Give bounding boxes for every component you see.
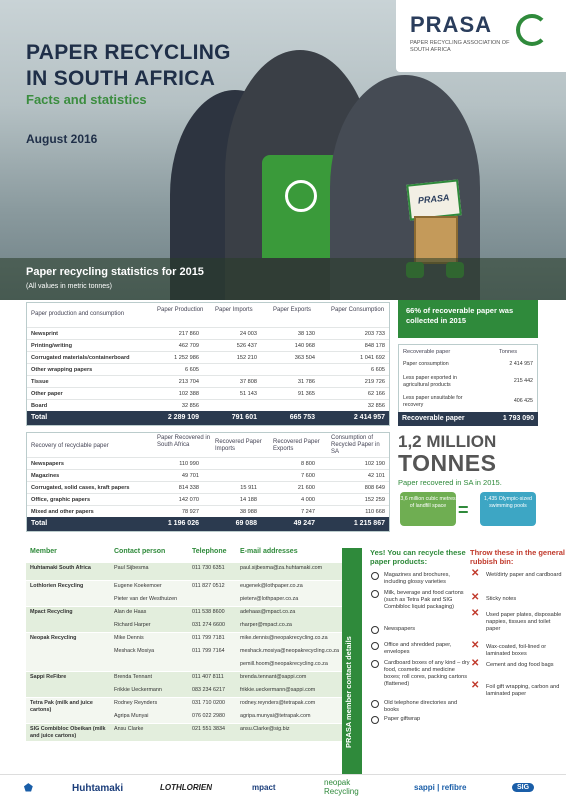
row-value: 49 701 bbox=[181, 473, 199, 479]
row-value: 814 338 bbox=[178, 485, 199, 491]
contact-person: Pieter van der Westhuizen bbox=[114, 596, 178, 602]
row-label: Magazines bbox=[31, 473, 60, 479]
row-label: Other paper bbox=[31, 391, 63, 397]
member-contact-label: PRASA member contact details bbox=[342, 548, 362, 774]
huhtamaki-logo: Huhtamaki bbox=[72, 783, 124, 794]
contact-email[interactable]: paul.sijbesma@za.huhtamaki.com bbox=[240, 565, 323, 571]
contact-email[interactable]: frikkie.ueckermann@sappi.com bbox=[240, 687, 316, 693]
member-name: Tetra Pak (milk and juice cartons) bbox=[30, 700, 93, 713]
row-value: 7 247 bbox=[301, 509, 315, 515]
mascot-sign: PRASA bbox=[406, 179, 461, 220]
table-row bbox=[27, 387, 389, 399]
contact-phone: 031 274 6600 bbox=[192, 622, 225, 628]
table-row bbox=[27, 375, 389, 387]
table-header: Paper Recovered in South Africa bbox=[157, 435, 211, 448]
contact-person: Meshack Mosiya bbox=[114, 648, 155, 654]
rubbish-title: Throw these in the general rubbish bin: bbox=[470, 548, 566, 566]
table-row bbox=[27, 493, 389, 505]
contact-email[interactable]: meshack.mosiya@neopakrecycling.co.za bbox=[240, 648, 339, 654]
check-circle-icon bbox=[371, 700, 379, 708]
row-value: 38 988 bbox=[239, 509, 257, 515]
row-value: 110 668 bbox=[365, 509, 385, 515]
contact-person: Richard Harper bbox=[114, 622, 151, 628]
table-row bbox=[27, 399, 389, 411]
check-circle-icon bbox=[371, 716, 379, 724]
row-value: 8 800 bbox=[301, 461, 315, 467]
sig-logo: SIG bbox=[512, 783, 534, 792]
contact-person: Mike Dennis bbox=[114, 635, 144, 641]
contact-email[interactable]: eugenek@lothpaper.co.za bbox=[240, 583, 303, 589]
check-circle-icon bbox=[371, 572, 379, 580]
contact-phone: 083 234 6217 bbox=[192, 687, 225, 693]
recyclable-item: Cardboard boxes of any kind – dry food, cosmetic and medicine boxes; roll cores, packing cartons (flattened) bbox=[384, 660, 472, 688]
tonnes-label: TONNES bbox=[398, 450, 497, 476]
row-value: 24 003 bbox=[239, 331, 257, 337]
row-value: 363 504 bbox=[294, 355, 315, 361]
contact-email[interactable]: rodney.reynders@tetrapak.com bbox=[240, 700, 316, 706]
row-label: Board bbox=[31, 403, 48, 409]
member-name: Neopak Recycling bbox=[30, 635, 77, 641]
check-circle-icon bbox=[371, 626, 379, 634]
row-value: 62 166 bbox=[367, 391, 385, 397]
table-row bbox=[27, 481, 389, 493]
table-header: E-mail addresses bbox=[240, 548, 298, 555]
recoverable-paper-table: Recoverable paper Tonnes Paper consumption 2 414 957 Less paper exported in agricultural products 215 442 Less paper unsuitable for recovery 406 425 bbox=[398, 344, 538, 426]
row-value: 203 733 bbox=[364, 331, 385, 337]
table-header: Paper Exports bbox=[273, 307, 312, 313]
check-circle-icon bbox=[371, 642, 379, 650]
publication-date: August 2016 bbox=[26, 132, 98, 146]
row-value: 7 600 bbox=[301, 473, 315, 479]
neopak-logo: neopak Recycling bbox=[324, 778, 359, 796]
recyclable-item: Old telephone directories and books bbox=[384, 700, 472, 714]
contact-email[interactable]: mike.dennis@neopakrecycling.co.za bbox=[240, 635, 328, 641]
contact-person: Alan de Haas bbox=[114, 609, 147, 615]
lothlorien-logo: LOTHLORIEN bbox=[160, 783, 212, 792]
row-value: 31 786 bbox=[297, 379, 315, 385]
row-label: Printing/writing bbox=[31, 343, 73, 349]
row-value: 42 101 bbox=[367, 473, 385, 479]
contact-phone: 011 730 6351 bbox=[192, 565, 225, 571]
recovery-table bbox=[26, 432, 390, 532]
rubbish-item: ✕ Wax-coated, foil-lined or laminated boxes bbox=[471, 640, 547, 657]
row-label: Newsprint bbox=[31, 331, 59, 337]
cross-icon: ✕ bbox=[471, 680, 480, 691]
million-figure: 1,2 MILLION bbox=[398, 432, 497, 451]
equals-sign: = bbox=[458, 500, 469, 520]
table-row bbox=[27, 339, 389, 351]
table-header: Paper Consumption bbox=[331, 307, 385, 313]
table-row bbox=[27, 505, 389, 517]
member-name: Sappi ReFibre bbox=[30, 674, 67, 680]
contact-person: Agripa Munyai bbox=[114, 713, 149, 719]
prasa-arrow-icon bbox=[516, 14, 548, 46]
contact-email[interactable]: agripa.munyai@tetrapak.com bbox=[240, 713, 311, 719]
recyclable-item: Paper giftwrap bbox=[384, 716, 472, 723]
table-header: Consumption of Recycled Paper in SA bbox=[331, 435, 380, 455]
table-row bbox=[27, 469, 389, 481]
row-label: Corrugated, solid cases, kraft papers bbox=[31, 485, 130, 491]
check-circle-icon bbox=[371, 660, 379, 668]
table-header: Member bbox=[30, 548, 57, 555]
recycle-symbol-icon bbox=[285, 180, 317, 212]
stats-units-note: (All values in metric tonnes) bbox=[26, 283, 112, 290]
row-value: 808 649 bbox=[364, 485, 385, 491]
rubbish-item: ✕ Wet/dirty paper and cardboard bbox=[471, 568, 562, 579]
row-value: 4 000 bbox=[301, 497, 315, 503]
row-label: Corrugated materials/containerboard bbox=[31, 355, 130, 361]
contact-email[interactable]: brenda.tennant@sappi.com bbox=[240, 674, 307, 680]
recyclable-item: Newspapers bbox=[384, 626, 472, 633]
row-value: 102 190 bbox=[364, 461, 385, 467]
row-value: 462 709 bbox=[178, 343, 199, 349]
table-row bbox=[27, 327, 389, 339]
row-value: 102 388 bbox=[178, 391, 199, 397]
contact-phone: 076 022 2980 bbox=[192, 713, 225, 719]
table-total-row: Total 1 196 026 69 088 49 247 1 215 867 bbox=[27, 517, 389, 531]
partner-logos bbox=[0, 774, 566, 800]
sappi-logo: sappi | refibre bbox=[414, 783, 467, 792]
contact-person: Brenda Tennant bbox=[114, 674, 152, 680]
table-header: Paper Production bbox=[157, 307, 204, 313]
table-header: Recovery of recyclable paper bbox=[31, 443, 109, 449]
row-value: 32 856 bbox=[367, 403, 385, 409]
row-label: Newspapers bbox=[31, 461, 64, 467]
prasa-logo: PRASA PAPER RECYCLING ASSOCIATION OF SOUTH AFRICA bbox=[396, 0, 566, 72]
contact-person: Eugene Koekemoer bbox=[114, 583, 162, 589]
row-value: 142 070 bbox=[178, 497, 199, 503]
row-value: 526 437 bbox=[236, 343, 257, 349]
row-value: 152 259 bbox=[364, 497, 385, 503]
recoverable-total-row: Recoverable paper 1 793 090 bbox=[398, 412, 538, 426]
row-value: 213 704 bbox=[178, 379, 199, 385]
rubbish-item: ✕ Used paper plates, disposable nappies, tissues and toilet paper bbox=[471, 608, 562, 632]
table-header: Paper production and consumption bbox=[31, 311, 125, 317]
table-row bbox=[27, 457, 389, 469]
table-header: Contact person bbox=[114, 548, 166, 555]
recyclable-item: Magazines and brochures, including glossy varieties bbox=[384, 572, 472, 586]
tetra-pak-logo: ⬟ bbox=[24, 783, 33, 794]
row-label: Office, graphic papers bbox=[31, 497, 91, 503]
contact-phone: 011 799 7181 bbox=[192, 635, 225, 641]
contact-person: Ansu Clarke bbox=[114, 726, 144, 732]
row-value: 78 927 bbox=[181, 509, 199, 515]
table-header: Paper Imports bbox=[215, 307, 253, 313]
member-name: Lothlorien Recycling bbox=[30, 583, 84, 589]
row-value: 217 860 bbox=[178, 331, 199, 337]
recyclable-item: Office and shredded paper, envelopes bbox=[384, 642, 472, 656]
row-label: Mixed and other papers bbox=[31, 509, 94, 515]
contact-email[interactable]: pieterv@lothpaper.co.za bbox=[240, 596, 299, 602]
contact-email[interactable]: ansu.Clarke@sig.biz bbox=[240, 726, 290, 732]
mpact-logo: mpact bbox=[252, 783, 276, 792]
stats-banner bbox=[0, 258, 566, 300]
contact-phone: 031 710 0200 bbox=[192, 700, 225, 706]
contact-email[interactable]: pemill.hoom@neopakrecycling.co.za bbox=[240, 661, 328, 667]
stats-title: Paper recycling statistics for 2015 bbox=[26, 266, 204, 278]
row-value: 1 252 986 bbox=[174, 355, 199, 361]
page-title: PAPER RECYCLING IN SOUTH AFRICA bbox=[26, 41, 231, 90]
row-value: 15 911 bbox=[240, 485, 257, 491]
row-value: 1 041 692 bbox=[360, 355, 385, 361]
contact-phone: 011 407 8111 bbox=[192, 674, 224, 680]
row-value: 848 178 bbox=[364, 343, 385, 349]
page-subtitle: Facts and statistics bbox=[26, 92, 147, 107]
row-value: 37 808 bbox=[239, 379, 257, 385]
row-value: 21 600 bbox=[297, 485, 315, 491]
member-contacts-table bbox=[26, 548, 344, 774]
cross-icon: ✕ bbox=[471, 592, 480, 603]
contact-person: Paul Sijbesma bbox=[114, 565, 149, 571]
cross-icon: ✕ bbox=[471, 608, 480, 619]
rubbish-item: ✕ Cement and dog food bags bbox=[471, 658, 554, 669]
row-label: Tissue bbox=[31, 379, 49, 385]
table-header: Recovered Paper Imports bbox=[215, 439, 262, 452]
collection-rate-callout: 66% of recoverable paper was collected in 2015 bbox=[398, 300, 538, 338]
contact-email[interactable]: rharper@mpact.co.za bbox=[240, 622, 292, 628]
rubbish-item: ✕ Foil gift wrapping, carbon and laminated paper bbox=[471, 680, 560, 697]
row-value: 6 605 bbox=[371, 367, 385, 373]
table-row bbox=[27, 351, 389, 363]
contact-email[interactable]: adehaas@mpact.co.za bbox=[240, 609, 296, 615]
row-value: 51 143 bbox=[239, 391, 257, 397]
contact-person: Frikkie Ueckermann bbox=[114, 687, 162, 693]
row-value: 6 605 bbox=[185, 367, 199, 373]
cross-icon: ✕ bbox=[471, 568, 480, 579]
landfill-bubble: 3,6 million cubic metres of landfill space bbox=[400, 492, 456, 526]
table-row bbox=[27, 363, 389, 375]
member-name: Huhtamaki South Africa bbox=[30, 565, 91, 571]
cross-icon: ✕ bbox=[471, 658, 480, 669]
row-value: 14 188 bbox=[239, 497, 257, 503]
row-value: 91 365 bbox=[297, 391, 315, 397]
table-total-row: Total 2 289 109 791 601 665 753 2 414 957 bbox=[27, 411, 389, 425]
row-value: 140 968 bbox=[294, 343, 315, 349]
mascot-box-body bbox=[414, 216, 458, 264]
recyclable-item: Milk, beverage and food cartons (such as Tetra Pak and SIG Combibloc liquid packaging) bbox=[384, 590, 472, 611]
rubbish-item: ✕ Sticky notes bbox=[471, 592, 517, 603]
pools-bubble: 1,435 Olympic-sized swimming pools bbox=[480, 492, 536, 526]
table-header: Recovered Paper Exports bbox=[273, 439, 320, 452]
member-name: SIG Combibloc Obeikan (milk and juice cartons) bbox=[30, 726, 106, 739]
contact-phone: 011 538 8600 bbox=[192, 609, 225, 615]
recyclable-title: Yes! You can recycle these paper products: bbox=[370, 548, 466, 566]
member-name: Mpact Recycling bbox=[30, 609, 73, 615]
row-value: 38 130 bbox=[297, 331, 315, 337]
row-value: 219 726 bbox=[364, 379, 385, 385]
recovered-caption: Paper recovered in SA in 2015. bbox=[398, 478, 502, 487]
row-value: 32 856 bbox=[181, 403, 199, 409]
contact-phone: 011 799 7164 bbox=[192, 648, 225, 654]
contact-person: Rodney Reynders bbox=[114, 700, 158, 706]
contact-phone: 011 827 0512 bbox=[192, 583, 225, 589]
row-value: 110 990 bbox=[179, 461, 199, 467]
check-circle-icon bbox=[371, 590, 379, 598]
contact-phone: 021 551 3834 bbox=[192, 726, 225, 732]
row-value: 152 210 bbox=[236, 355, 257, 361]
table-header: Telephone bbox=[192, 548, 227, 555]
row-label: Other wrapping papers bbox=[31, 367, 93, 373]
production-consumption-table bbox=[26, 302, 390, 426]
cross-icon: ✕ bbox=[471, 640, 480, 651]
